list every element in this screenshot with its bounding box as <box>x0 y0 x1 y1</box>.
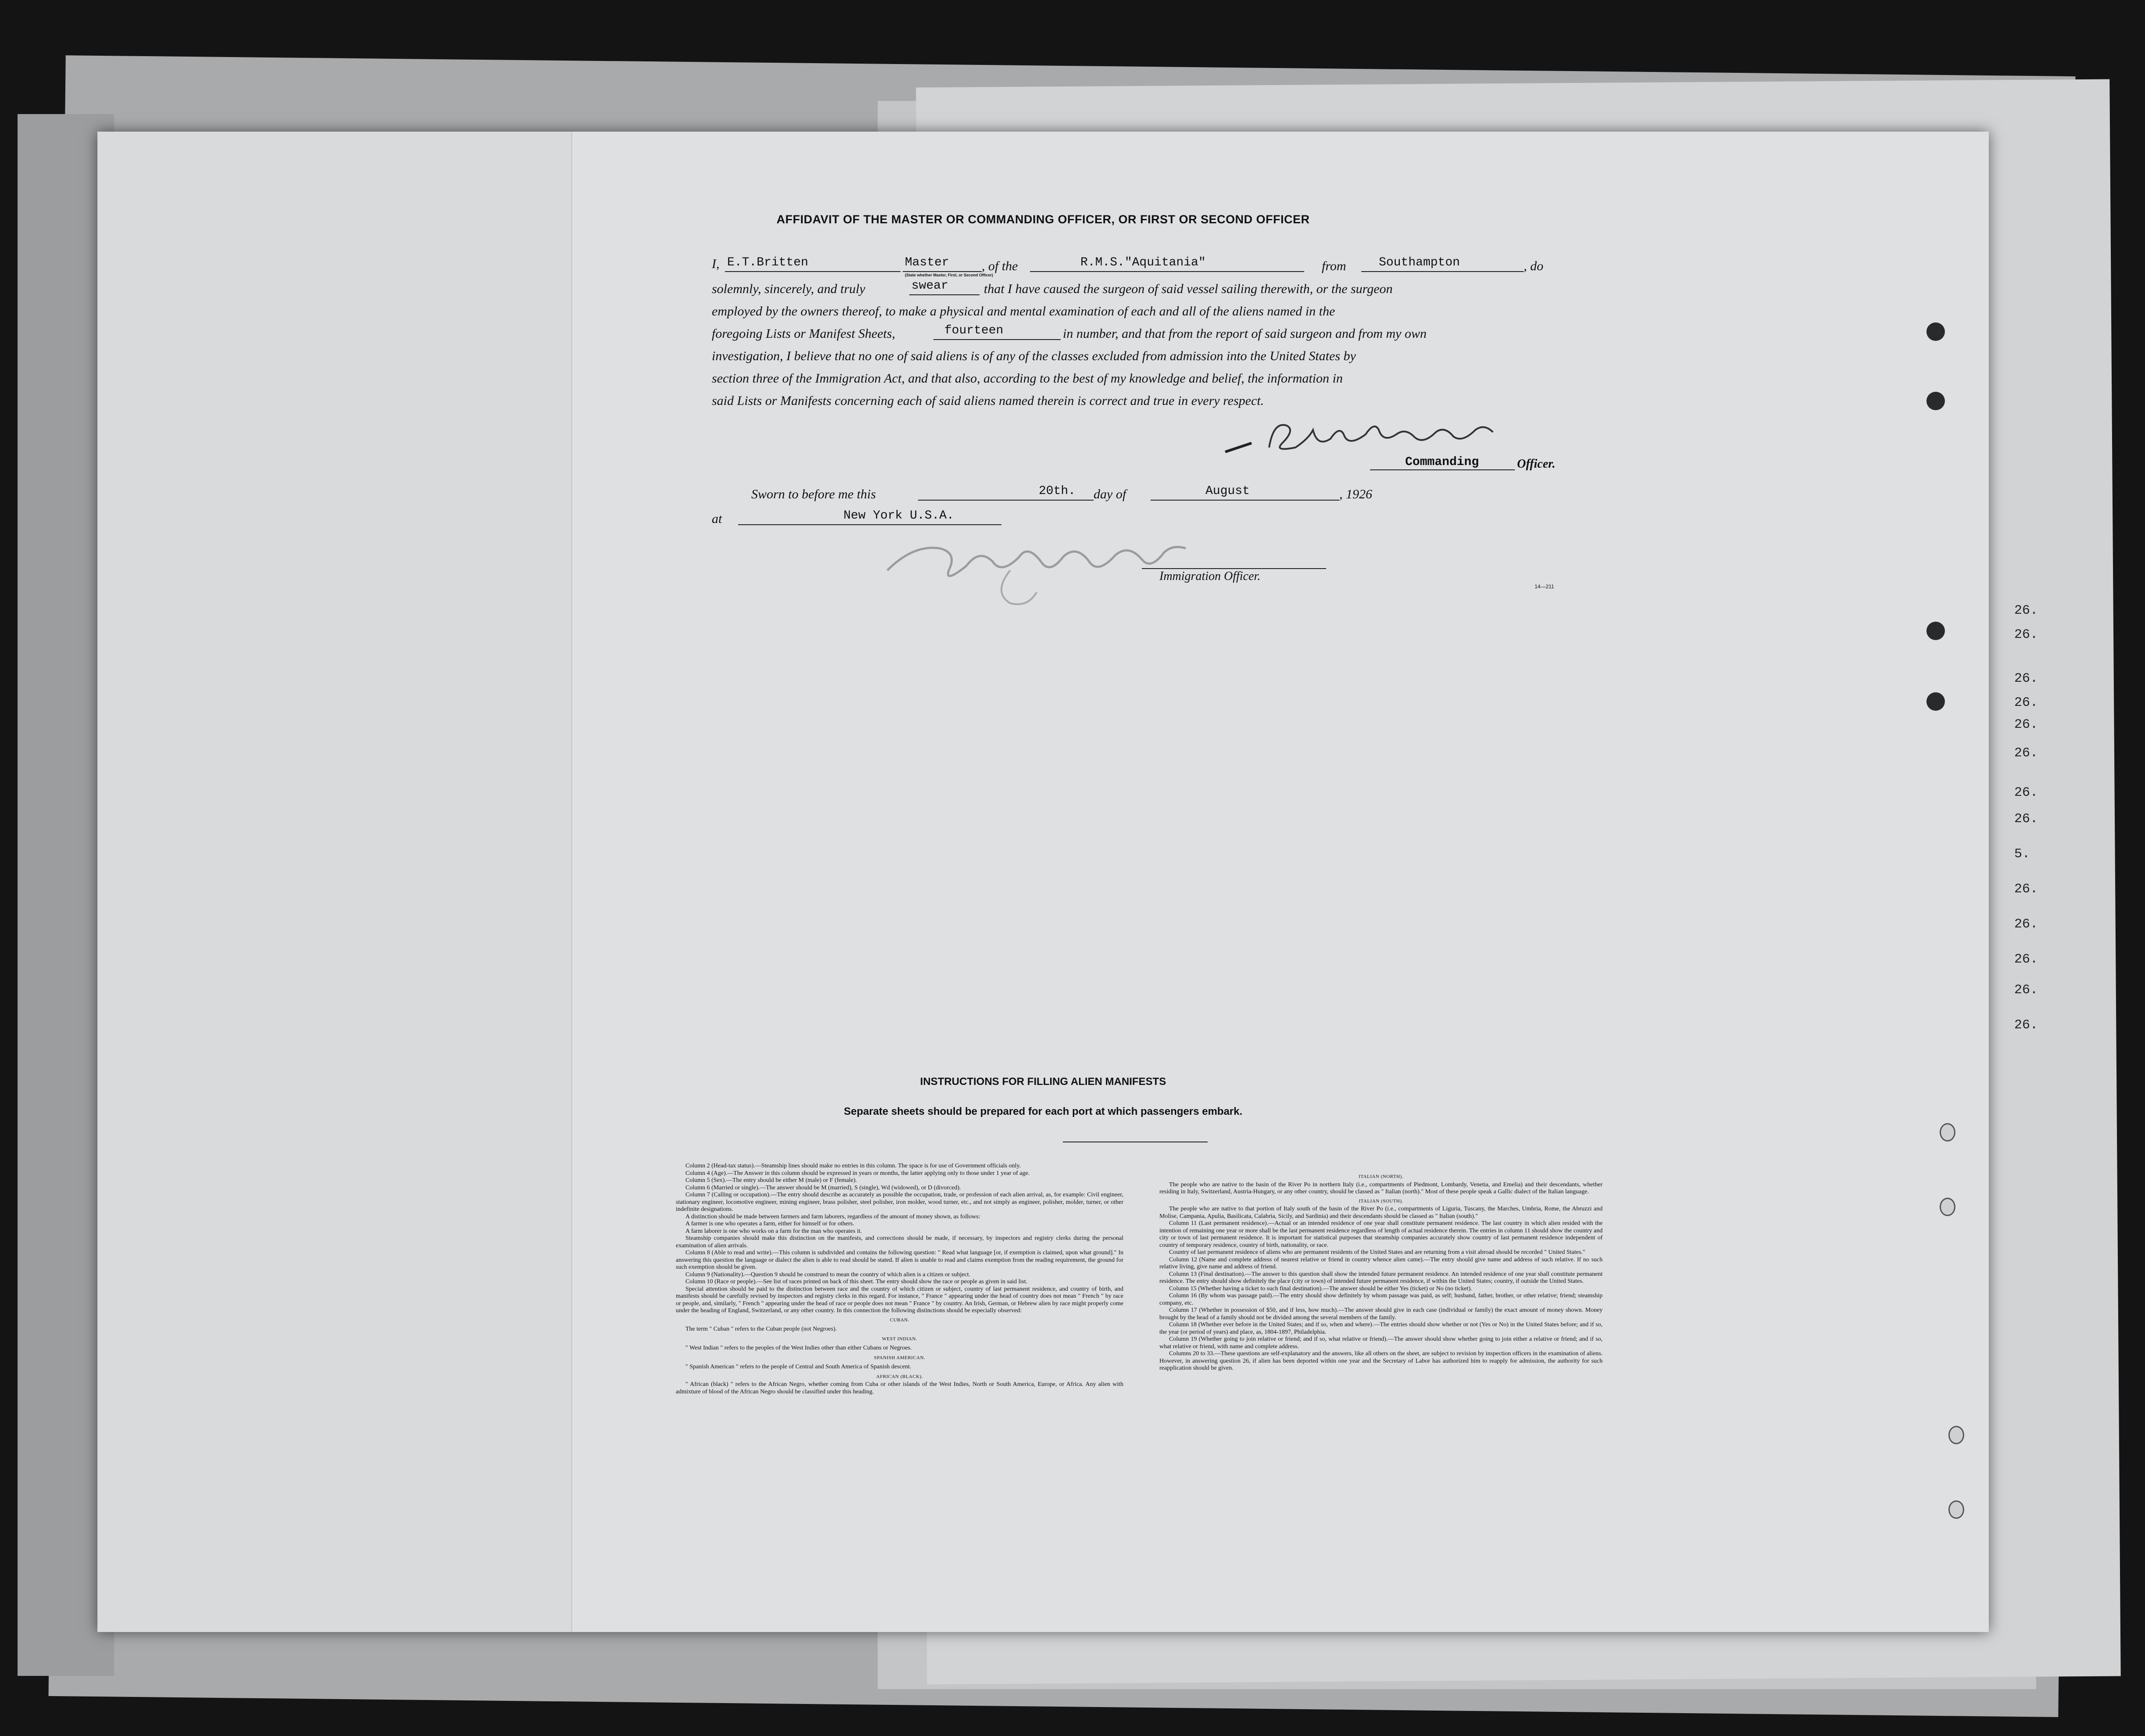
instructions-right-paragraph: The people who are native to that portion of Italy south of the basin of the River Po (i.e., compartments of Liguria, Tuscany, the Marches, Umbria, Rome, the Abruzzi and Molise, Campania, Apulia, Basilicata, Calabria, Sicily, and Sardinia) and their descendants should be classed as " Italian (south)." <box>1159 1206 1603 1220</box>
sworn-place: New York U.S.A. <box>843 509 954 523</box>
master-signature <box>1221 412 1502 461</box>
binder-ring <box>1948 1426 1964 1444</box>
instructions-left-paragraph: Special attention should be paid to the distinction between race and the country of which citizen or subject, country of last permanent residence, and country of birth, and manifests should be carefully revised by inspectors and registry clerks in this regard. For instance, " France " appearing under the head of country does not mean " French " by race or people, and, similarly, " French " appearing under the head of race or people does not mean " France " by country. An Irish, German, or Hebrew alien by race might properly come under the heading of England, Switzerland, or any other country. In this connection the following distinctions should be especially observed: <box>676 1285 1123 1314</box>
cuban-heading: CUBAN. <box>890 1317 910 1323</box>
affidavit-line-3b: in number, and that from the report of said surgeon and from my own <box>1063 326 1427 341</box>
sworn-month: August <box>1205 484 1250 498</box>
instructions-left-paragraph: A farm laborer is one who works on a farm for the man who operates it. <box>685 1228 862 1235</box>
sworn-day: 20th. <box>1039 484 1076 498</box>
instructions-right-paragraph: Column 12 (Name and complete address of nearest relative or friend in country whence alien came).—The entry should give name and address of such relative. If no such relative living, give name and address of friend. <box>1159 1256 1603 1270</box>
at-label: at <box>712 512 722 526</box>
west-indian-heading: WEST INDIAN. <box>882 1336 918 1342</box>
instructions-left-paragraph: Column 8 (Able to read and write).—This column is subdivided and contains the following question: " Read what language [or, if exemption is claimed, upon what ground]." In answering this question the language or dialect the alien is able to read should be stated. If alien is unable to read and claims exemption from the reading requirement, the ground for such exemption should be given. <box>676 1249 1123 1271</box>
instructions-left-paragraph: Column 4 (Age).—The Answer in this column should be expressed in years or months, the latter applying only to those under 1 year of age. <box>685 1170 1030 1177</box>
port-blank <box>1361 271 1524 272</box>
cuban-text: The term " Cuban " refers to the Cuban people (not Negroes). <box>685 1326 837 1332</box>
affidavit-sheet <box>97 132 1989 1632</box>
sworn-year: , 1926 <box>1339 487 1372 501</box>
from-label: from <box>1322 259 1346 273</box>
binder-hole <box>1926 392 1945 410</box>
ship-blank <box>1030 271 1304 272</box>
edge-column-entry: 26. <box>2014 746 2038 761</box>
count-blank <box>933 339 1061 340</box>
rank-blank <box>903 271 982 272</box>
of-the-label: , of the <box>982 259 1018 273</box>
do-label: , do <box>1524 259 1543 273</box>
name-blank <box>725 271 900 272</box>
west-indian-text: " West Indian " refers to the peoples of the West Indies other than either Cubans or Negroes. <box>685 1345 912 1351</box>
italian-south-heading: ITALIAN (SOUTH). <box>1359 1198 1403 1204</box>
instructions-right-paragraph: Column 18 (Whether ever before in the United States; and if so, when and where).—The entries should show whether or not (Yes or No) in the United States before; and if so, the year (or period of years) and place, as, 1804-1897, Philadelphia. <box>1159 1321 1603 1335</box>
edge-column-entry: 26. <box>2014 695 2038 710</box>
officer-label: Officer. <box>1517 457 1556 471</box>
instructions-left-paragraph: Steamship companies should make this distinction on the manifests, and corrections should be made, if necessary, by inspectors and registry clerks during the personal examination of alien arrivals. <box>676 1235 1123 1249</box>
affidavit-line-2: employed by the owners thereof, to make a physical and mental examination of each and all of the aliens named in the <box>712 304 1335 319</box>
day-of-label: day of <box>1094 487 1126 501</box>
spanish-american-text: " Spanish American " refers to the people of Central and South America of Spanish descent. <box>685 1364 911 1370</box>
immigration-officer-blank <box>1142 568 1326 569</box>
instructions-title: INSTRUCTIONS FOR FILLING ALIEN MANIFESTS <box>920 1076 1166 1088</box>
edge-column-entry: 26. <box>2014 1018 2038 1033</box>
page-fold <box>571 132 572 1632</box>
ship-name: R.M.S."Aquitania" <box>1080 256 1206 269</box>
italian-north-text: The people who are native to the basin of the River Po in northern Italy (i.e., compartments of Piedmont, Lombardy, Venetia, and Emelia) and their descendants, whether residing in Italy, Switzerland, Austria-Hungary, or any other country, should be classed as " Italian (north)." Most of these people speak a Gallic dialect of the Italian language. <box>1159 1181 1603 1195</box>
instructions-left-paragraph: Column 9 (Nationality).—Question 9 should be construed to mean the country of which alien is a citizen or subject. <box>685 1271 971 1278</box>
affidavit-line-6: said Lists or Manifests concerning each of said aliens named therein is correct and true in every respect. <box>712 394 1264 408</box>
instructions-right-paragraph: Column 11 (Last permanent residence).—Actual or an intended residence of one year shall constitute permanent residence. The last country in which alien resided with the intention of remaining one year or more shall be the last permanent residence regardless of length of actual residence therein. The entries in column 11 should show the country and city or town of last permanent residence. It is important for statistical purposes that steamship companies accurately show country of last permanent residence independent of country of temporary residence, country of birth, nationality, or race. <box>1159 1220 1603 1249</box>
immigration-officer-label: Immigration Officer. <box>1159 569 1261 583</box>
edge-column-entry: 26. <box>2014 785 2038 800</box>
edge-column-entry: 26. <box>2014 671 2038 686</box>
instructions-right-paragraph: Column 17 (Whether in possession of $50, and if less, how much).—The answer should give in each case (individual or family) the exact amount of money shown. Money brought by the head of a family should not be divided among the several members of the family. <box>1159 1307 1603 1321</box>
instructions-left-paragraph: A farmer is one who operates a farm, either for himself or for others. <box>685 1221 854 1227</box>
month-blank <box>1151 500 1339 501</box>
african-text: " African (black) " refers to the African Negro, whether coming from Cuba or other islands of the West Indies, North or South America, Europe, or Africa. Any alien with admixture of blood of the African Negro should be classified under this heading. <box>676 1381 1123 1395</box>
edge-column-entry: 26. <box>2014 983 2038 998</box>
form-number: 14—211 <box>1535 583 1554 590</box>
edge-column-entry: 5. <box>2014 847 2030 862</box>
affidavit-line-5: section three of the Immigration Act, and that also, according to the best of my knowledge and belief, the information in <box>712 371 1343 386</box>
instructions-right-paragraph: Country of last permanent residence of aliens who are permanent residents of the United States and are returning from a visit abroad should be recorded " United States." <box>1169 1249 1585 1256</box>
oath-word: swear <box>911 279 949 293</box>
instructions-left-paragraph: Column 10 (Race or people).—See list of races printed on back of this sheet. The entry should show the race or people as given in said list. <box>685 1278 1028 1285</box>
african-heading: AFRICAN (BLACK). <box>876 1374 923 1379</box>
edge-column-entry: 26. <box>2014 812 2038 827</box>
binder-ring <box>1940 1198 1955 1216</box>
instructions-left-paragraph: Column 6 (Married or single).—The answer should be M (married), S (single), Wd (widowed), or D (divorced). <box>685 1184 961 1191</box>
master-name: E.T.Britten <box>727 256 808 269</box>
immigration-officer-signature <box>879 518 1194 610</box>
binder-ring <box>1948 1500 1964 1519</box>
spanish-american-heading: SPANISH AMERICAN. <box>874 1355 925 1360</box>
instructions-right-paragraph: Column 16 (By whom was passage paid).—The entry should show definitely by whom passage was paid, as self; husband, father, brother, or other relative; friend; steamship company, etc. <box>1159 1292 1603 1306</box>
sworn-label: Sworn to before me this <box>751 487 876 501</box>
edge-column-entry: 26. <box>2014 917 2038 932</box>
oath-blank <box>909 294 979 295</box>
solemnly-text: solemnly, sincerely, and truly <box>712 282 865 296</box>
day-blank <box>918 500 1094 501</box>
binder-hole <box>1926 622 1945 640</box>
line1-rest: that I have caused the surgeon of said vessel sailing therewith, or the surgeon <box>984 282 1393 296</box>
sheet-count: fourteen <box>944 324 1004 337</box>
officer-rank: Master <box>905 256 949 269</box>
edge-column-entry: 26. <box>2014 952 2038 967</box>
affidavit-line-3a: foregoing Lists or Manifest Sheets, <box>712 326 896 341</box>
edge-column-entry: 26. <box>2014 603 2038 618</box>
binder-hole <box>1926 322 1945 341</box>
edge-column-entry: 26. <box>2014 717 2038 732</box>
officer-title: Commanding <box>1405 455 1479 469</box>
affidavit-line-4: investigation, I believe that no one of said aliens is of any of the classes excluded from admission into the United States by <box>712 349 1356 363</box>
instructions-left-column <box>676 1163 1123 1396</box>
pronoun: I, <box>712 257 720 271</box>
instructions-left-paragraph: Column 5 (Sex).—The entry should be either M (male) or F (female). <box>685 1177 857 1184</box>
affidavit-title: AFFIDAVIT OF THE MASTER OR COMMANDING OFFICER, OR FIRST OR SECOND OFFICER <box>776 213 1310 226</box>
departure-port: Southampton <box>1379 256 1460 269</box>
italian-north-heading: ITALIAN (NORTH). <box>1359 1174 1403 1179</box>
instructions-left-paragraph: Column 2 (Head-tax status).—Steamship lines should make no entries in this column. The space is for use of Government officials only. <box>685 1163 1021 1169</box>
edge-column-entry: 26. <box>2014 627 2038 642</box>
instructions-subtitle: Separate sheets should be prepared for each port at which passengers embark. <box>843 1106 1243 1117</box>
instructions-right-paragraph: Column 13 (Final destination).—The answer to this question shall show the intended future permanent residence. An intended residence of one year shall constitute permanent residence. The entry should show definitely the place (city or town) of intended future permanent residence, if within the United States; country, if outside the United States. <box>1159 1271 1603 1285</box>
instructions-left-paragraph: Column 7 (Calling or occupation).—The entry should describe as accurately as possible the occupation, trade, or profession of each alien arrival, as, for example: Civil engineer, stationary engineer, locomotive engineer, mining engineer, brass polisher, steel polisher, iron molder, wood turner, etc., and not simply as engineer, polisher, molder, turner, or other indefinite designations. <box>676 1192 1123 1213</box>
instructions-left-paragraph: A distinction should be made between farmers and farm laborers, regardless of the amount of money shown, as follows: <box>685 1213 980 1220</box>
officer-blank <box>1370 469 1515 470</box>
binder-hole <box>1926 692 1945 711</box>
binder-ring <box>1940 1123 1955 1142</box>
instructions-right-column <box>1159 1171 1603 1372</box>
instructions-right-paragraph: Columns 20 to 33.—These questions are self-explanatory and the answers, like all others on the sheet, are subject to revision by inspection officers in the examination of aliens. However, in answering question 26, if alien has been deported within one year and the Secretary of Labor has authorized him to reapply for admission, the authority for such reapplication should be given. <box>1159 1350 1603 1371</box>
instructions-right-paragraph: Column 15 (Whether having a ticket to such final destination).—The answer should be either Yes (ticket) or No (no ticket). <box>1169 1285 1472 1292</box>
edge-column-entry: 26. <box>2014 882 2038 897</box>
instructions-right-paragraph: Column 19 (Whether going to join relative or friend; and if so, what relative or friend).—The answer should show whether going to join either a relative or friend; and if so, what relative or friend, with name and complete address. <box>1159 1336 1603 1350</box>
rank-hint: (State whether Master, First, or Second Officer) <box>905 273 994 277</box>
